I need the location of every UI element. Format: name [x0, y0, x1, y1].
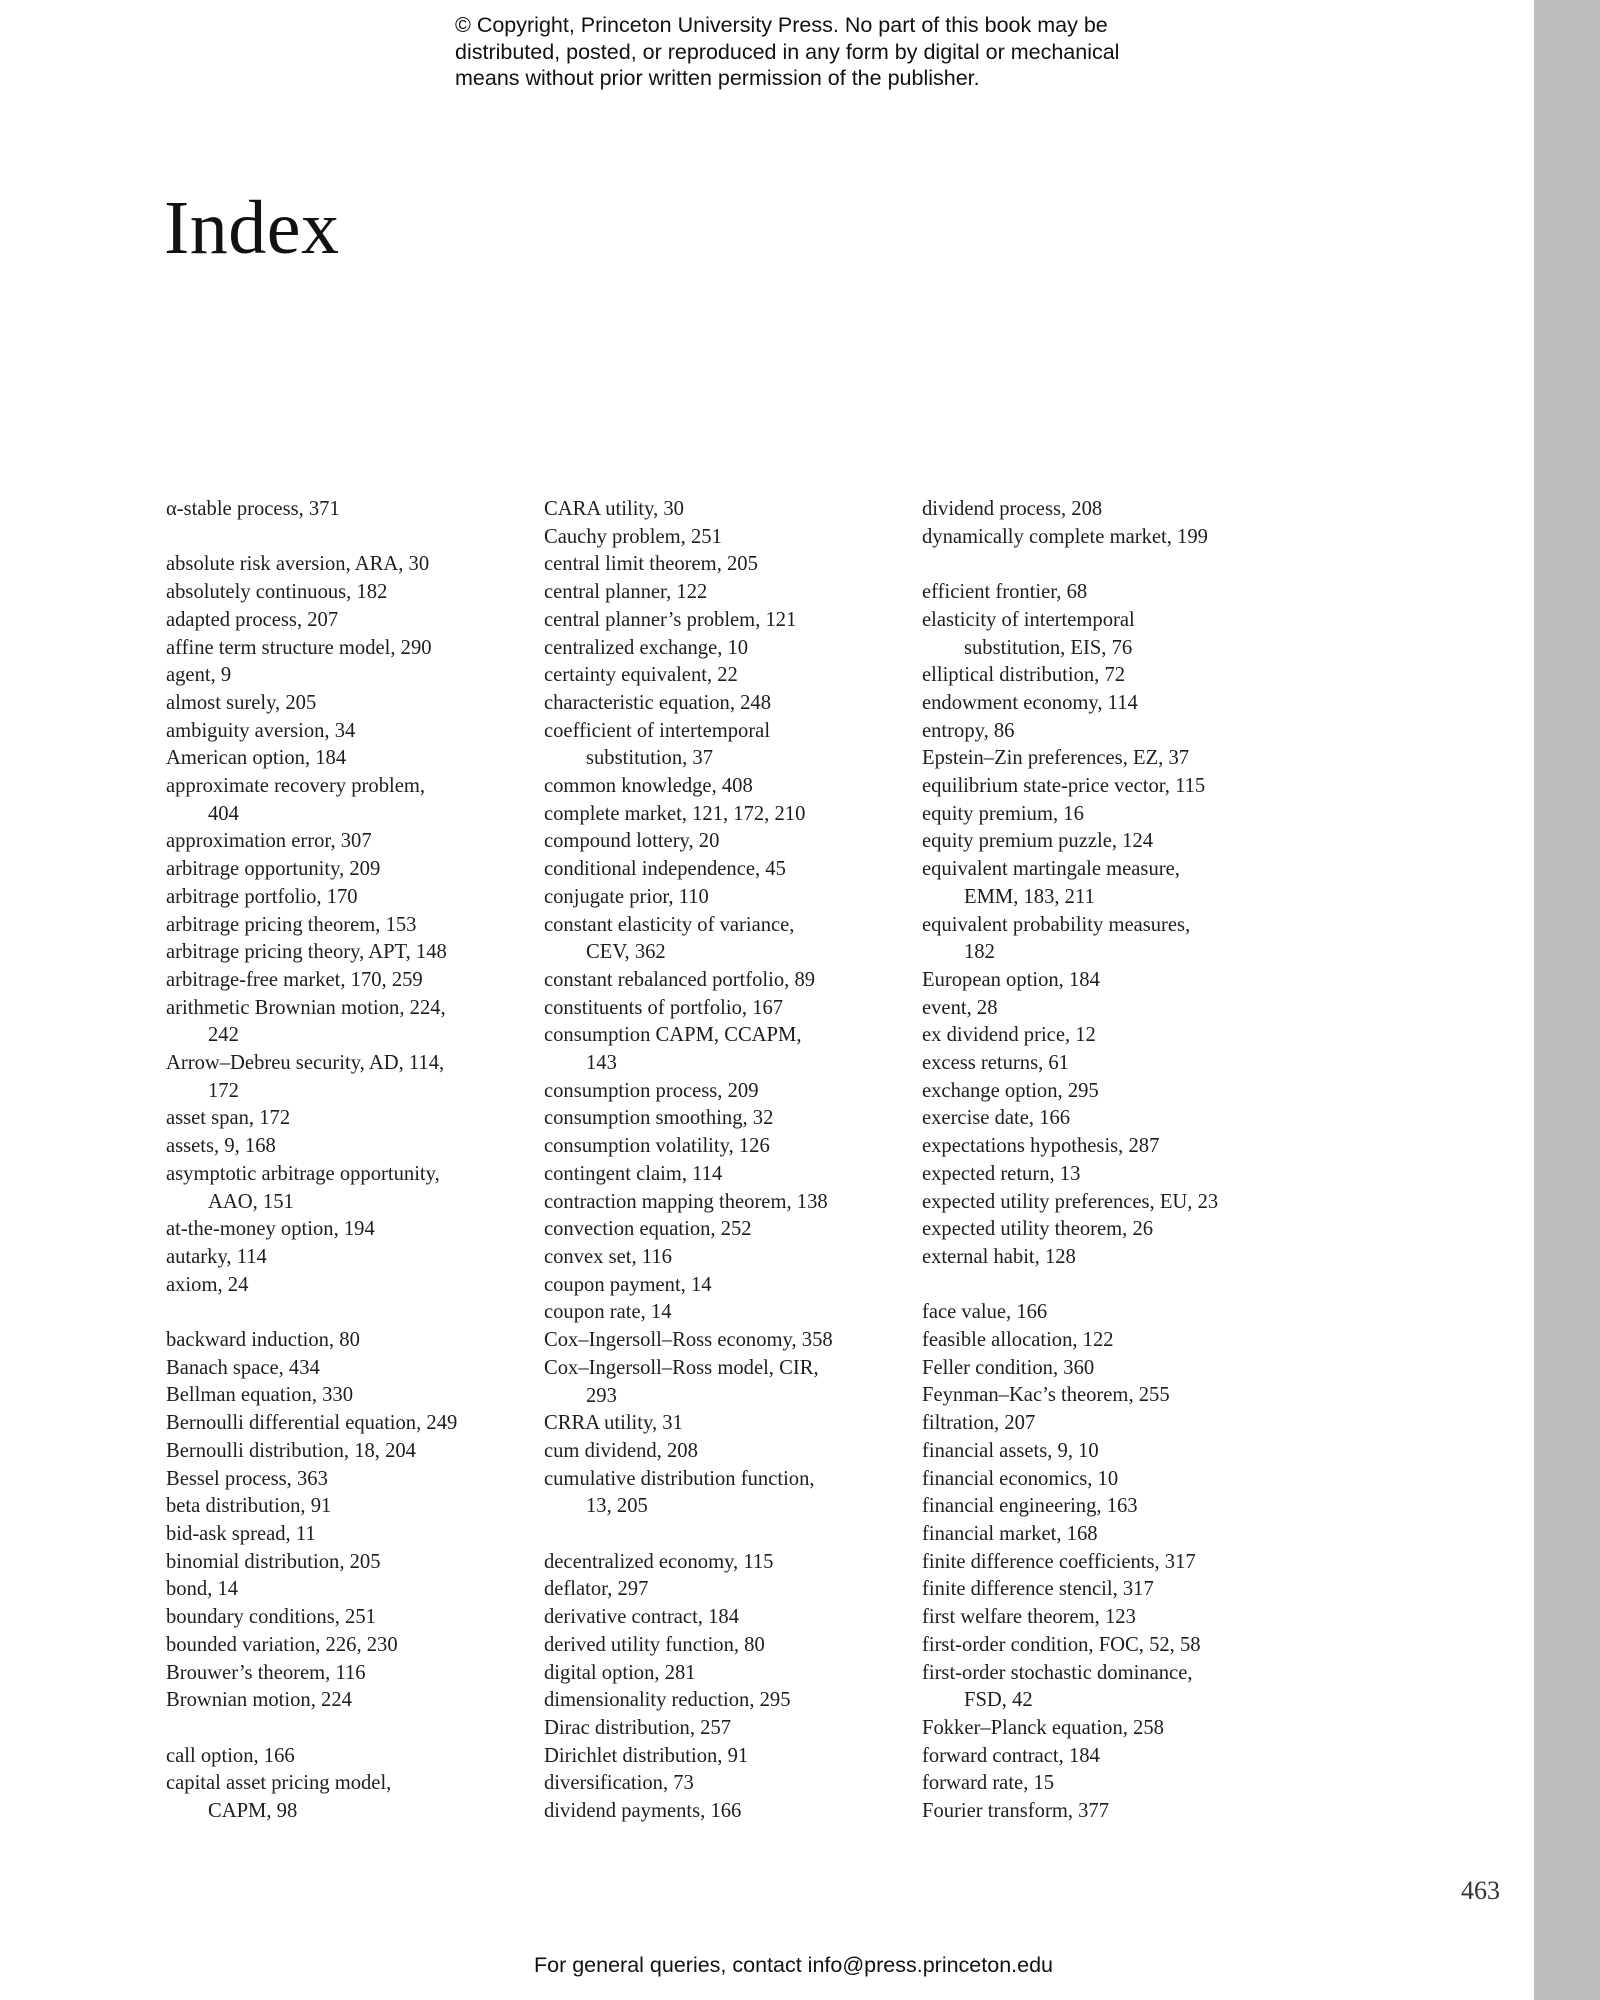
index-entry	[922, 718, 1282, 746]
index-entry-term: equity premium puzzle, 124	[922, 830, 1154, 853]
index-entry-continuation: 172	[208, 1079, 239, 1102]
index-entry-term: equivalent probability measures,	[922, 913, 1191, 936]
index-column-2	[544, 496, 904, 1826]
index-entry	[544, 801, 904, 829]
index-entry	[544, 635, 904, 663]
index-entry-term: decentralized economy, 115	[544, 1550, 774, 1573]
index-entry	[544, 1105, 904, 1133]
index-entry-continuation: 404	[208, 802, 239, 825]
index-entry	[166, 1687, 526, 1715]
index-entry-term: expected utility theorem, 26	[922, 1218, 1154, 1241]
index-entry-term: financial economics, 10	[922, 1467, 1119, 1490]
index-entry	[922, 1105, 1282, 1133]
index-entry-term: expectations hypothesis, 287	[922, 1135, 1160, 1158]
index-entry	[544, 1355, 904, 1410]
index-entry	[166, 1604, 526, 1632]
index-entry	[922, 662, 1282, 690]
index-entry-term: Bellman equation, 330	[166, 1384, 354, 1407]
index-entry-term: American option, 184	[166, 747, 347, 770]
index-entry	[544, 1216, 904, 1244]
index-entry	[544, 1770, 904, 1798]
index-entry-term: endowment economy, 114	[922, 691, 1138, 714]
index-entry	[544, 995, 904, 1023]
copyright-notice	[455, 12, 1215, 92]
index-entry-term: conjugate prior, 110	[544, 885, 709, 908]
index-entry	[922, 1327, 1282, 1355]
index-entry	[544, 1687, 904, 1715]
index-entry	[544, 1632, 904, 1660]
index-entry	[166, 912, 526, 940]
index-entry-term: approximation error, 307	[166, 830, 372, 853]
index-entry-term: deflator, 297	[544, 1578, 649, 1601]
index-entry	[544, 828, 904, 856]
index-entry-term: diversification, 73	[544, 1772, 694, 1795]
index-entry	[922, 1355, 1282, 1383]
index-entry-term: coupon rate, 14	[544, 1301, 672, 1324]
index-entry-term: digital option, 281	[544, 1661, 696, 1684]
index-entry-term: event, 28	[922, 996, 998, 1019]
index-entry	[166, 745, 526, 773]
index-entry	[166, 856, 526, 884]
index-entry	[166, 995, 526, 1050]
index-entry-term: at-the-money option, 194	[166, 1218, 375, 1241]
index-entry-term: Fourier transform, 377	[922, 1800, 1110, 1823]
index-entry-term: equivalent martingale measure,	[922, 858, 1180, 881]
index-entry-term: first-order stochastic dominance,	[922, 1661, 1193, 1684]
index-entry-term: consumption volatility, 126	[544, 1135, 770, 1158]
index-entry-continuation: CAPM, 98	[208, 1800, 298, 1822]
index-entry	[544, 1438, 904, 1466]
index-entry-term: dividend process, 208	[922, 498, 1103, 520]
index-entry	[166, 1355, 526, 1383]
index-entry	[922, 1770, 1282, 1798]
index-entry-term: Cauchy problem, 251	[544, 525, 722, 548]
index-entry-term: dimensionality reduction, 295	[544, 1689, 791, 1712]
index-entry-term: cumulative distribution function,	[544, 1467, 815, 1490]
index-entry	[922, 496, 1282, 524]
index-entry	[544, 1133, 904, 1161]
index-entry	[166, 579, 526, 607]
index-entry-term: boundary conditions, 251	[166, 1606, 376, 1629]
index-entry	[922, 607, 1282, 662]
index-entry-term: finite difference coefficients, 317	[922, 1550, 1196, 1573]
letter-group-gap	[922, 551, 1282, 579]
index-entry-term: Feynman–Kac’s theorem, 255	[922, 1384, 1170, 1407]
index-entry	[166, 1272, 526, 1300]
index-entry-term: call option, 166	[166, 1744, 295, 1767]
page-number: 463	[1461, 1876, 1500, 1905]
index-entry-term: Feller condition, 360	[922, 1356, 1095, 1379]
index-entry	[166, 1438, 526, 1466]
index-entry-term: entropy, 86	[922, 719, 1015, 742]
footer-contact: For general queries, contact info@press.princeton.edu	[534, 1953, 1054, 1977]
index-entry	[544, 1161, 904, 1189]
index-entry-term: assets, 9, 168	[166, 1135, 276, 1158]
index-entry	[544, 607, 904, 635]
index-entry	[166, 1743, 526, 1771]
index-entry	[922, 1576, 1282, 1604]
index-entry	[166, 690, 526, 718]
index-entry-term: asset span, 172	[166, 1107, 291, 1130]
index-entry-continuation: CEV, 362	[586, 941, 666, 964]
index-entry-term: bid-ask spread, 11	[166, 1522, 316, 1545]
index-entry-continuation: 13, 205	[586, 1495, 648, 1518]
index-entry-term: complete market, 121, 172, 210	[544, 802, 806, 825]
index-entry-continuation: 242	[208, 1024, 239, 1047]
index-entry-continuation: 143	[586, 1052, 617, 1075]
index-entry	[922, 1549, 1282, 1577]
index-entry-term: financial assets, 9, 10	[922, 1439, 1099, 1462]
index-entry-term: arbitrage pricing theorem, 153	[166, 913, 417, 936]
index-entry-term: elasticity of intertemporal	[922, 608, 1135, 631]
index-entry	[166, 1660, 526, 1688]
index-entry-term: coupon payment, 14	[544, 1273, 712, 1296]
index-entry-term: excess returns, 61	[922, 1052, 1069, 1075]
index-entry-term: consumption smoothing, 32	[544, 1107, 774, 1130]
index-entry	[166, 1382, 526, 1410]
index-entry	[166, 1549, 526, 1577]
index-entry-term: compound lottery, 20	[544, 830, 720, 853]
index-entry	[544, 551, 904, 579]
index-entry	[544, 1189, 904, 1217]
index-entry-term: Dirichlet distribution, 91	[544, 1744, 749, 1767]
index-entry	[544, 1715, 904, 1743]
index-entry-term: external habit, 128	[922, 1245, 1076, 1268]
index-entry	[166, 1466, 526, 1494]
index-entry-term: dynamically complete market, 199	[922, 525, 1208, 548]
index-entry	[544, 1078, 904, 1106]
index-entry	[922, 1632, 1282, 1660]
index-entry-term: forward rate, 15	[922, 1772, 1055, 1795]
index-entry-term: almost surely, 205	[166, 691, 317, 714]
index-entry	[544, 1576, 904, 1604]
index-entry-term: conditional independence, 45	[544, 858, 786, 881]
index-entry	[166, 1493, 526, 1521]
index-entry	[922, 1133, 1282, 1161]
index-entry	[166, 607, 526, 635]
index-entry	[922, 1660, 1282, 1715]
index-entry-term: expected utility preferences, EU, 23	[922, 1190, 1219, 1213]
index-entry-term: coefficient of intertemporal	[544, 719, 771, 742]
index-entry	[922, 1438, 1282, 1466]
index-entry	[922, 856, 1282, 911]
index-entry-term: arbitrage portfolio, 170	[166, 885, 358, 908]
index-entry	[166, 635, 526, 663]
index-entry-term: arbitrage opportunity, 209	[166, 858, 381, 881]
index-entry-term: Bernoulli distribution, 18, 204	[166, 1439, 416, 1462]
index-entry	[166, 1632, 526, 1660]
index-entry	[922, 1189, 1282, 1217]
index-entry	[544, 1299, 904, 1327]
letter-group-gap	[922, 1272, 1282, 1300]
index-entry-term: constant elasticity of variance,	[544, 913, 795, 936]
index-entry-term: central limit theorem, 205	[544, 553, 758, 576]
index-entry-term: derived utility function, 80	[544, 1633, 765, 1656]
index-entry	[922, 801, 1282, 829]
index-entry	[922, 1216, 1282, 1244]
index-entry-term: consumption process, 209	[544, 1079, 759, 1102]
index-entry-continuation: EMM, 183, 211	[964, 885, 1095, 908]
index-entry-term: certainty equivalent, 22	[544, 664, 738, 687]
index-entry-term: dividend payments, 166	[544, 1800, 742, 1823]
index-entry	[544, 773, 904, 801]
index-entry-term: characteristic equation, 248	[544, 691, 772, 714]
index-entry	[922, 1299, 1282, 1327]
index-entry-term: asymptotic arbitrage opportunity,	[166, 1162, 440, 1185]
index-entry	[166, 1521, 526, 1549]
index-entry	[544, 524, 904, 552]
index-entry-term: financial engineering, 163	[922, 1495, 1138, 1518]
index-entry	[166, 1161, 526, 1216]
index-entry-term: Epstein–Zin preferences, EZ, 37	[922, 747, 1190, 770]
index-entry	[544, 690, 904, 718]
index-entry	[922, 1493, 1282, 1521]
index-entry-term: α-stable process, 371	[166, 498, 340, 520]
index-entry-continuation: FSD, 42	[964, 1689, 1033, 1712]
index-entry	[922, 1022, 1282, 1050]
index-entry-term: CRRA utility, 31	[544, 1412, 683, 1435]
index-entry	[166, 1770, 526, 1825]
index-entry	[166, 1244, 526, 1272]
index-entry-term: financial market, 168	[922, 1522, 1098, 1545]
index-entry-term: elliptical distribution, 72	[922, 664, 1126, 687]
index-entry-term: Brownian motion, 224	[166, 1689, 352, 1712]
index-entry-term: arbitrage-free market, 170, 259	[166, 968, 423, 991]
page-title: Index	[164, 186, 340, 270]
index-entry-term: constituents of portfolio, 167	[544, 996, 784, 1019]
index-entry	[166, 496, 526, 524]
index-entry-continuation: substitution, EIS, 76	[964, 636, 1133, 659]
index-entry-term: centralized exchange, 10	[544, 636, 749, 659]
index-entry-continuation: AAO, 151	[208, 1190, 294, 1213]
index-entry	[544, 1272, 904, 1300]
index-entry-term: Cox–Ingersoll–Ross economy, 358	[544, 1329, 833, 1352]
index-entry	[922, 1382, 1282, 1410]
index-entry	[922, 1715, 1282, 1743]
index-entry-term: backward induction, 80	[166, 1329, 360, 1352]
index-entry	[544, 1244, 904, 1272]
index-entry-term: Dirac distribution, 257	[544, 1716, 732, 1739]
index-entry-term: exchange option, 295	[922, 1079, 1099, 1102]
index-entry-term: first welfare theorem, 123	[922, 1606, 1136, 1629]
index-entry	[544, 579, 904, 607]
index-entry	[922, 1078, 1282, 1106]
index-entry-term: convection equation, 252	[544, 1218, 752, 1241]
index-entry-term: cum dividend, 208	[544, 1439, 698, 1462]
index-entry-term: first-order condition, FOC, 52, 58	[922, 1633, 1201, 1656]
index-entry	[166, 1133, 526, 1161]
index-entry-term: Brouwer’s theorem, 116	[166, 1661, 366, 1684]
index-entry-continuation: substitution, 37	[586, 747, 714, 770]
index-entry-term: arbitrage pricing theory, APT, 148	[166, 941, 447, 964]
index-entry	[544, 884, 904, 912]
copyright-line: © Copyright, Princeton University Press. No part of this book may be	[455, 13, 1108, 37]
index-entry-term: Banach space, 434	[166, 1356, 320, 1379]
index-entry	[922, 1604, 1282, 1632]
index-entry-term: binomial distribution, 205	[166, 1550, 381, 1573]
index-entry-term: adapted process, 207	[166, 608, 339, 631]
page-edge-gutter	[1534, 0, 1600, 2000]
index-entry	[166, 662, 526, 690]
index-entry-term: agent, 9	[166, 664, 232, 687]
index-entry-term: contingent claim, 114	[544, 1162, 723, 1185]
letter-group-gap	[544, 1521, 904, 1549]
index-entry-term: Fokker–Planck equation, 258	[922, 1716, 1164, 1739]
index-entry	[166, 1410, 526, 1438]
index-entry	[922, 1161, 1282, 1189]
index-entry	[922, 1050, 1282, 1078]
index-entry	[922, 912, 1282, 967]
index-entry-term: capital asset pricing model,	[166, 1772, 392, 1795]
index-entry-term: contraction mapping theorem, 138	[544, 1190, 828, 1213]
index-entry-term: approximate recovery problem,	[166, 775, 426, 798]
index-entry-term: Bessel process, 363	[166, 1467, 328, 1490]
index-entry	[922, 1244, 1282, 1272]
copyright-line: distributed, posted, or reproduced in any form by digital or mechanical	[455, 39, 1120, 64]
index-entry	[922, 1466, 1282, 1494]
index-entry	[544, 1798, 904, 1826]
index-entry	[544, 1327, 904, 1355]
index-entry	[922, 773, 1282, 801]
index-entry-term: ex dividend price, 12	[922, 1024, 1096, 1047]
index-entry	[166, 828, 526, 856]
index-entry-term: feasible allocation, 122	[922, 1329, 1114, 1352]
index-entry-term: absolutely continuous, 182	[166, 581, 388, 604]
index-entry	[166, 967, 526, 995]
index-entry	[544, 912, 904, 967]
index-entry-term: finite difference stencil, 317	[922, 1578, 1154, 1601]
index-entry-term: European option, 184	[922, 968, 1100, 991]
index-entry	[544, 662, 904, 690]
index-entry	[922, 745, 1282, 773]
index-entry-term: axiom, 24	[166, 1273, 249, 1296]
index-entry-term: expected return, 13	[922, 1162, 1081, 1185]
index-entry-term: arithmetic Brownian motion, 224,	[166, 996, 446, 1019]
index-entry-term: Bernoulli differential equation, 249	[166, 1412, 458, 1435]
index-entry-term: equilibrium state-price vector, 115	[922, 775, 1206, 798]
index-entry-term: beta distribution, 91	[166, 1495, 332, 1518]
index-entry	[166, 1105, 526, 1133]
index-entry	[544, 1743, 904, 1771]
index-entry	[922, 1798, 1282, 1826]
index-entry	[922, 579, 1282, 607]
index-entry-term: equity premium, 16	[922, 802, 1084, 825]
index-entry	[166, 1327, 526, 1355]
index-entry	[166, 884, 526, 912]
index-entry-continuation: 182	[964, 941, 995, 964]
index-entry	[544, 718, 904, 773]
index-entry	[544, 1660, 904, 1688]
copyright-line: means without prior written permission of the publisher.	[455, 66, 980, 90]
index-entry	[544, 1549, 904, 1577]
index-entry-term: central planner’s problem, 121	[544, 608, 797, 631]
index-entry	[544, 1604, 904, 1632]
index-entry-term: affine term structure model, 290	[166, 636, 432, 659]
index-entry	[922, 995, 1282, 1023]
index-entry-term: central planner, 122	[544, 581, 708, 604]
index-entry-continuation: 293	[586, 1384, 617, 1407]
index-entry-term: face value, 166	[922, 1301, 1048, 1324]
index-entry-term: ambiguity aversion, 34	[166, 719, 356, 742]
index-entry-term: Arrow–Debreu security, AD, 114,	[166, 1052, 445, 1075]
index-entry-term: consumption CAPM, CCAPM,	[544, 1024, 802, 1047]
index-entry	[544, 1466, 904, 1521]
index-entry	[544, 1022, 904, 1077]
index-entry-term: autarky, 114	[166, 1245, 267, 1268]
index-entry-term: convex set, 116	[544, 1245, 672, 1268]
letter-group-gap	[166, 524, 526, 552]
letter-group-gap	[166, 1715, 526, 1743]
index-entry	[922, 967, 1282, 995]
index-entry	[166, 551, 526, 579]
index-entry	[166, 718, 526, 746]
index-entry-term: efficient frontier, 68	[922, 581, 1088, 604]
index-entry	[166, 1576, 526, 1604]
index-entry-term: absolute risk aversion, ARA, 30	[166, 553, 430, 576]
index-entry-term: common knowledge, 408	[544, 775, 753, 798]
letter-group-gap	[166, 1299, 526, 1327]
index-entry-term: bond, 14	[166, 1578, 239, 1601]
index-entry	[166, 1216, 526, 1244]
index-entry-term: constant rebalanced portfolio, 89	[544, 968, 816, 991]
index-entry	[166, 1050, 526, 1105]
index-entry	[544, 856, 904, 884]
index-entry-term: Cox–Ingersoll–Ross model, CIR,	[544, 1356, 819, 1379]
index-entry	[544, 1410, 904, 1438]
index-entry-term: filtration, 207	[922, 1412, 1036, 1435]
index-entry	[166, 939, 526, 967]
index-entry-term: forward contract, 184	[922, 1744, 1100, 1767]
index-entry	[922, 828, 1282, 856]
index-entry	[922, 690, 1282, 718]
index-entry-term: bounded variation, 226, 230	[166, 1633, 398, 1656]
index-column-1	[166, 496, 526, 1826]
index-column-3	[922, 496, 1282, 1826]
index-entry-term: exercise date, 166	[922, 1107, 1071, 1130]
index-entry	[922, 1410, 1282, 1438]
index-entry	[544, 967, 904, 995]
index-entry-term: derivative contract, 184	[544, 1606, 739, 1629]
index-entry	[922, 1521, 1282, 1549]
index-entry	[922, 524, 1282, 552]
index-entry-term: CARA utility, 30	[544, 498, 684, 520]
index-entry	[544, 496, 904, 524]
index-entry	[166, 773, 526, 828]
index-entry	[922, 1743, 1282, 1771]
